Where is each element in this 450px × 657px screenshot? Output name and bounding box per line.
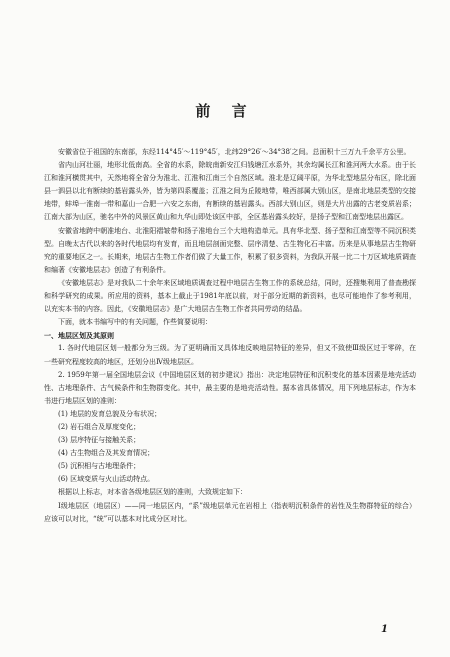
- paragraph: 《安徽地层志》是对我队二十余年来区域地质调查过程中地层古生物工作的系统总结，同时，还搜集利用了普查勘探和科学研究的成果。所应用的资料，基本上截止于1981年底以前，对于部分近期的新资料，也尽可能地作了参考利用，以充实本书的内容。因此，《安徽地层志》是广大地层古生物工作者共同劳动的结晶。: [44, 278, 416, 314]
- body-text: [44, 146, 416, 526]
- paragraph: 省内山河壮丽，地形北低南高。全省的水系，除皖南新安江归钱塘江水系外，其余均属长江和淮河两大水系。由于长江和淮河横贯其中，天然地将全省分为淮北、江淮和江南三个自然区域。淮北是辽阔平原，为华北型地层分布区，除北面县一泗县以北有断续的基岩露头外，皆为第四系覆盖；江淮之间为丘陵地带，唯西部属大别山区，是南北地层类型的交接地带，蚌埠一淮南一带和嘉山一合肥一六安之东南，有断续的基岩露头。西部大别山区，则是大片出露的古老变质岩系；江南大部为山区，驰名中外的风景区黄山和九华山即处该区中部，全区基岩露头较好，是扬子型和江南型地层出露区。: [44, 161, 416, 222]
- paragraph: 2. 1959年第一届全国地层会议《中国地层区划的初步建议》指出：决定地层特征和沉积变化的基本因素是地壳活动性、古地理条件、古气候条件和生物群变化。其中，最主要的是地壳活动性。据本省具体情况，用下列地层标志，作为本书进行地层区划的准则：: [44, 370, 416, 405]
- paragraph: 安徽省地跨中朝准地台、北淮阳褶皱带和扬子准地台三个大地构造单元。具有华北型、扬子型和江南型等不同沉积类型。自晚太古代以来的各时代地层均有发育，而且地层剖面完整、层序清楚、古生物化石丰富。历来是从事地层古生物研究的重要地区之一。长期来，地层古生物工作者们做了大量工作，积累了很多资料，为我队开展一比二十万区域地质调查和编著《安徽地层志》创造了有利条件。: [44, 226, 416, 274]
- paragraph: 下面，就本书编写中的有关问题，作些简要说明：: [58, 318, 212, 327]
- section-heading: 一、地层区划及其原则: [44, 331, 114, 341]
- paragraph: 1. 各时代地层区划一般都分为三级。为了更明确而又具体地反映地层特征的差异，但又不致使Ⅲ级区过于零碎，在一些研究程度较高的地区，还划分出Ⅳ级地层区。: [44, 344, 416, 366]
- list-item: (2) 岩石组合及厚度变化；: [58, 422, 141, 431]
- paragraph: 安徽省位于祖国的东南部，东经114°45′～119°45′，北纬29°26′～34°38′之间。总面积十三万九千余平方公里。: [58, 148, 411, 156]
- paragraph: 根据以上标志，对本省各级地层区划的准则，大致规定如下：: [58, 488, 247, 497]
- list-item: (4) 古生物组合及其发育情况；: [58, 449, 155, 458]
- page-number: 1: [381, 624, 388, 635]
- page-title: 前 言: [195, 102, 255, 120]
- list-item: (6) 区域变质与火山活动特点。: [58, 475, 155, 484]
- paragraph: Ⅰ级地层区（地层区）——同一地层区内，“系”级地层单元在岩相上（指表明沉积条件的岩性及生物群特征的综合）应该可以对比，“统”可以基本对比成分区对比。: [44, 501, 416, 523]
- list-item: (3) 层序特征与接触关系；: [58, 436, 141, 445]
- list-item: (1) 地层的发育总貌及分布状况；: [58, 409, 162, 418]
- list-item: (5) 沉积相与古地理条件；: [58, 462, 141, 471]
